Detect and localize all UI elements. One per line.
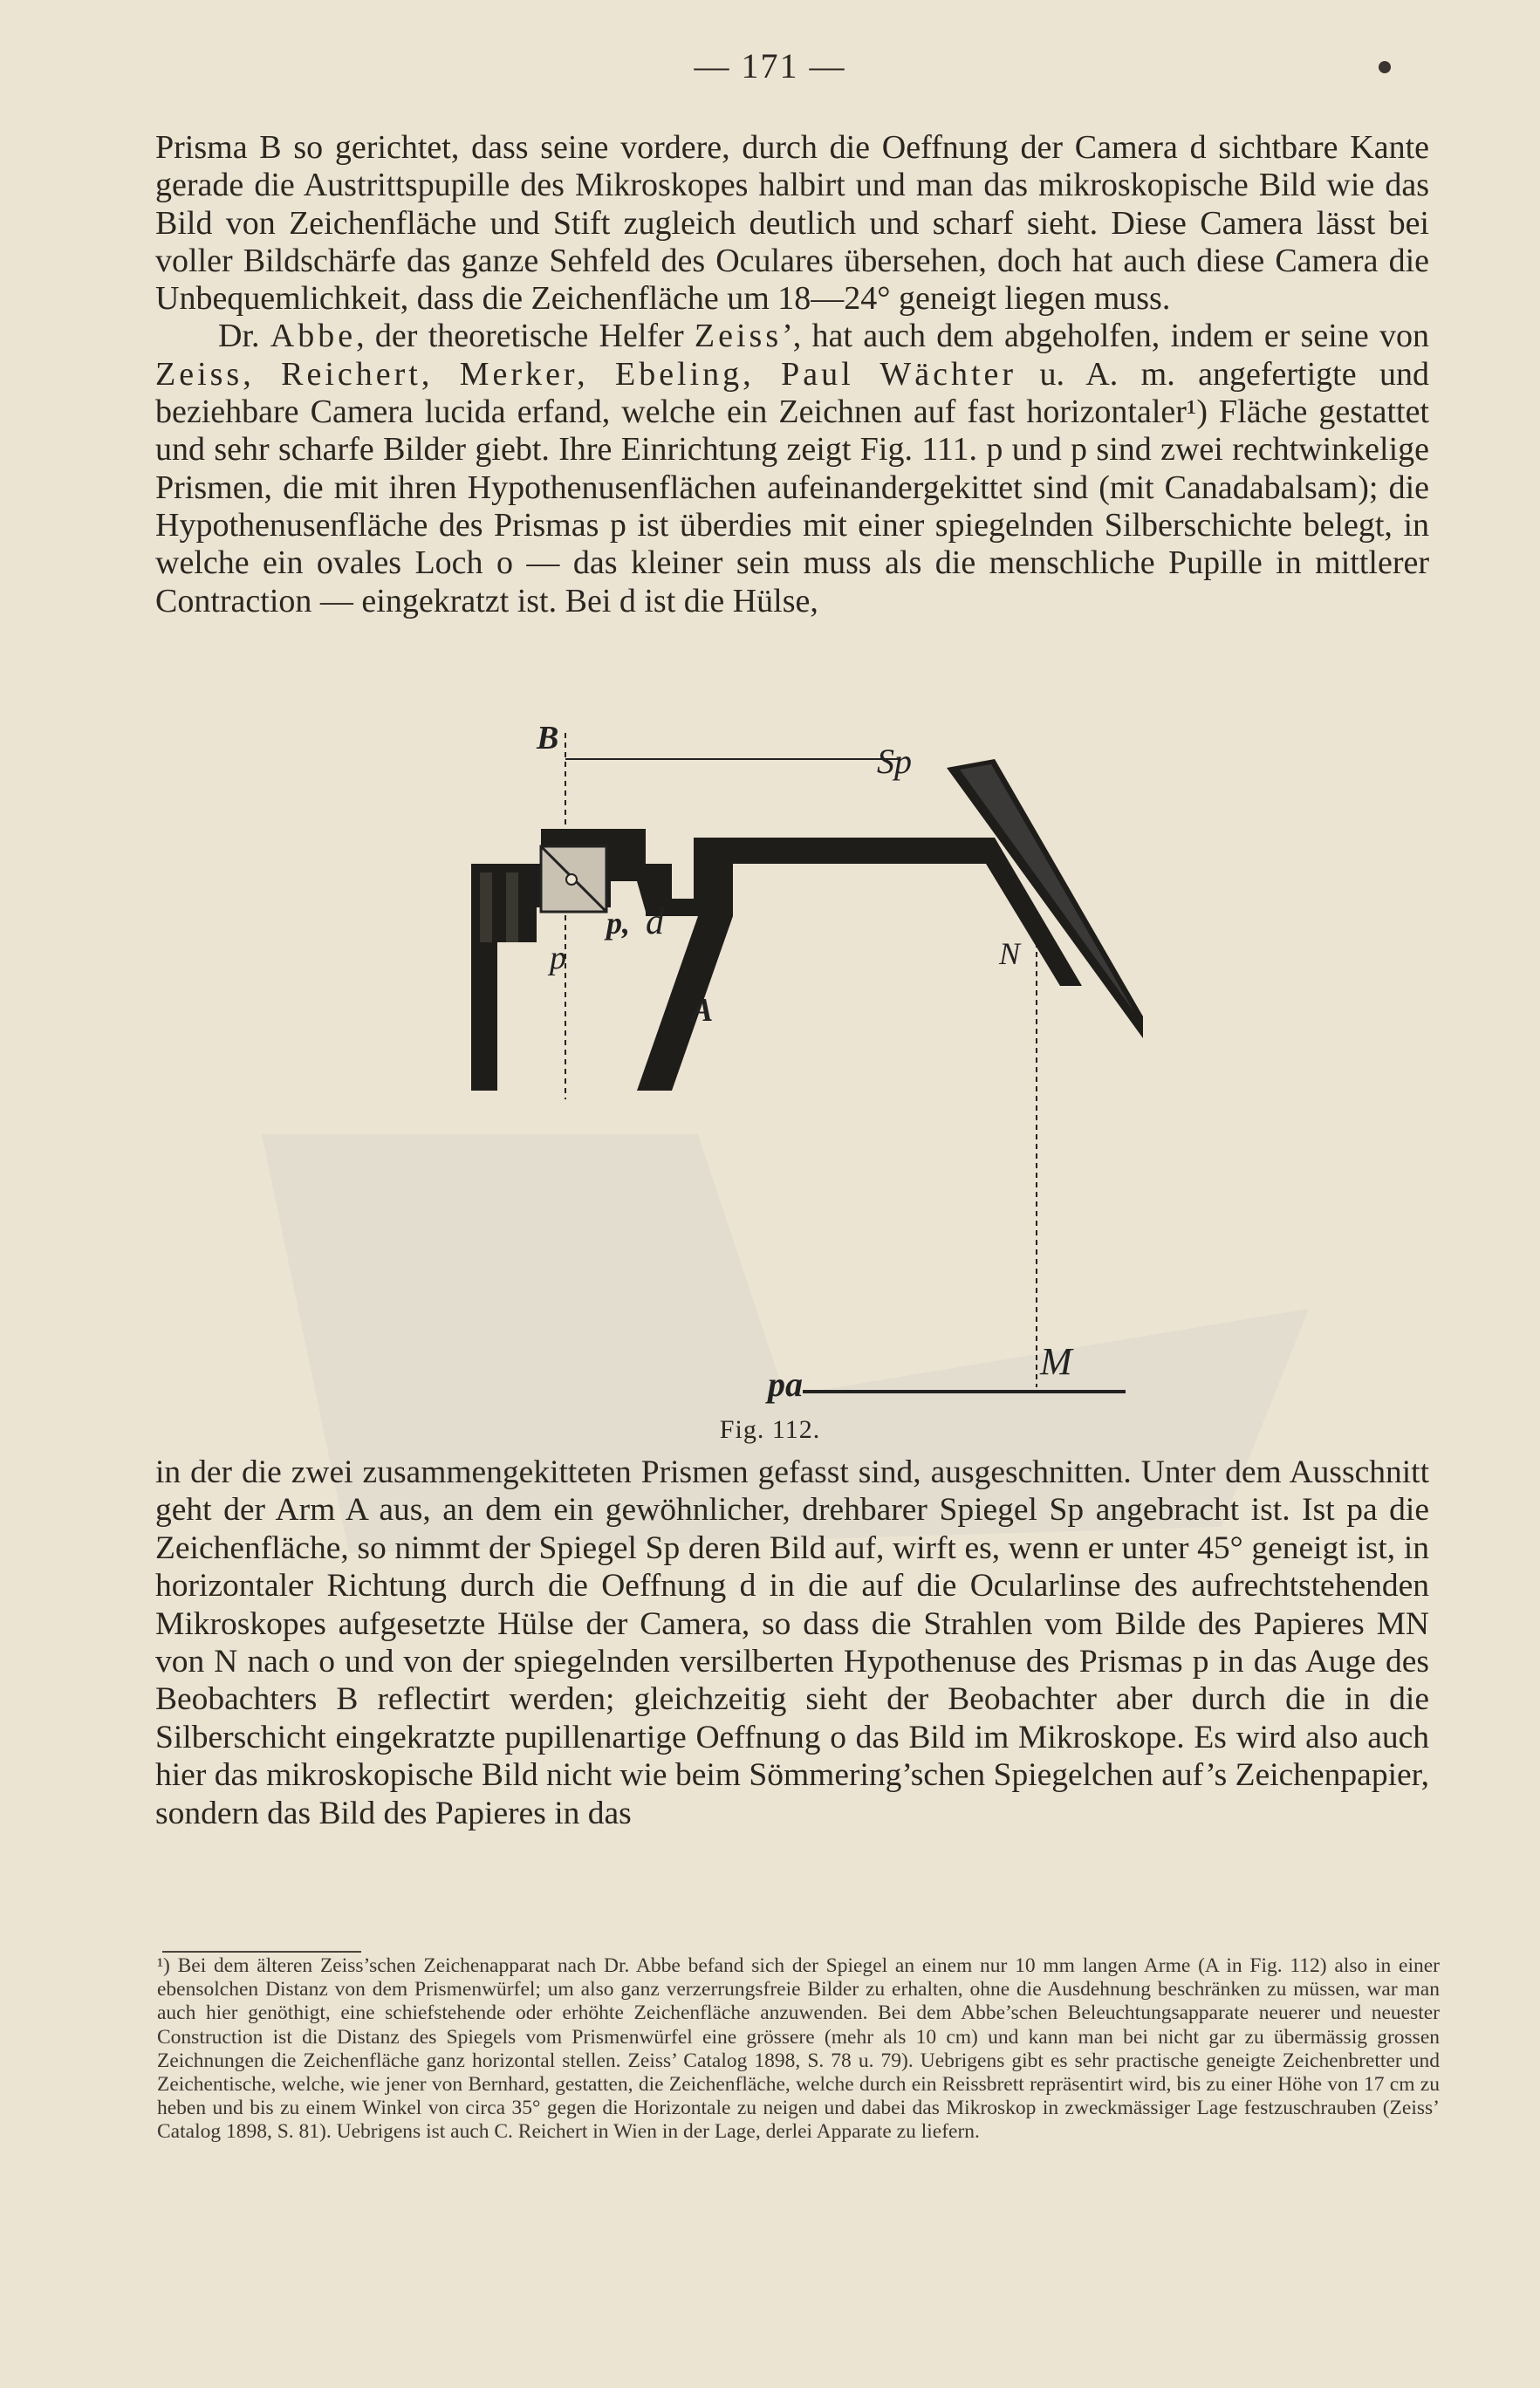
paragraph-bottom-text: in der die zwei zusammengekitteten Prismen gefasst sind, ausgeschnitten. Unter dem Ausschnitt geht der Arm A aus, an dem ein gewöhnlicher, drehbarer Spiegel Sp angebracht ist. Ist pa die Zeichenfläche, so nimmt der Spiegel Sp deren Bild auf, wirft es, wenn er unter 45° geneigt ist, in horizontaler Richtung durch die Oeffnung d in die auf die Ocularlinse des aufrechtstehenden Mikroskopes aufgesetzte Hülse der Camera, so dass die Strahlen vom Bilde des Papieres MN von N nach o und von der spiegelnden versilberten Hypothenuse des Prismas p in das Auge des Beobachters B reflectirt werden; gleichzeitig sieht der Beobachter aber durch die in die Silberschicht eingekratzte pupillenartige Oeffnung o das Bild im Mikroskope. Es wird also auch hier das mikroskopische Bild nicht wie beim Sömmering’schen Spiegelchen auf’s Zeichenpapier, sondern das Bild des Papieres in das bbox=[155, 1454, 1429, 1831]
footnotes bbox=[157, 1954, 1440, 2145]
abbe-text-2: ’, hat auch dem abgeholfen, indem er seine von bbox=[782, 318, 1430, 355]
paragraph-abbe bbox=[155, 318, 1429, 619]
label-m: M bbox=[1040, 1340, 1072, 1383]
camera-lucida-figure bbox=[384, 724, 1169, 1422]
label-n: N bbox=[999, 936, 1021, 971]
label-pa: pa bbox=[768, 1365, 803, 1404]
abbe-name: Abbe bbox=[270, 318, 357, 355]
abbe-lead: Dr. bbox=[218, 318, 270, 355]
label-a: A bbox=[691, 992, 714, 1029]
label-p: p bbox=[550, 940, 566, 976]
zeiss-name: Zeiss bbox=[694, 318, 783, 355]
page-number: — 171 — bbox=[694, 46, 846, 86]
footnote-1: ¹) Bei dem älteren Zeiss’schen Zeichenapparat nach Dr. Abbe befand sich der Spiegel an einem nur 10 mm langen Arme (A in Fig. 112) also in einer ebensolchen Distanz von dem Prismenwürfel; um also ganz verzerrungsfreie Bilder zu erhalten, ohne die Ausdehnung beschränken zu müssen, war man auch hier genöthigt, eine schiefstehende oder erhöhte Zeichenfläche anzuwenden. Bei dem Abbe’schen Beleuchtungsapparate neuerer und neuester Construction ist die Distanz des Spiegels vom Prismenwürfel eine grössere (mehr als 10 cm) und kann man bei nicht gar zu übermässig grossen Zeichnungen die Zeichenfläche ganz horizontal stellen. Zeiss’ Catalog 1898, S. 78 u. 79). Uebrigens gibt es sehr practische geneigte Zeichenbretter und Zeichentische, welche, wie jener von Bernhard, gestatten, die Zeichenfläche, welche durch ein Reissbrett repräsentirt wird, bis zu einer Höhe von 17 cm zu heben und bis zu einem Winkel von circa 35° gegen die Horizontale zu neigen und dabei das Mikroskop in zweckmässiger Lage festzuschrauben (Zeiss’ Catalog 1898, S. 81). Uebrigens ist auch C. Reichert in Wien in der Lage, derlei Apparate zu liefern. bbox=[157, 1954, 1440, 2144]
maker-names: Zeiss, Reichert, Merker, Ebeling, Paul Wächter bbox=[155, 355, 1017, 393]
paragraph-bottom bbox=[155, 1454, 1429, 1832]
prism-hole-o bbox=[566, 874, 577, 885]
camera-inner-right bbox=[506, 872, 518, 942]
paragraph-top bbox=[155, 129, 1429, 620]
footnote-divider bbox=[162, 1951, 361, 1953]
mirror-sp bbox=[947, 759, 1143, 1038]
paragraph-top-text: Prisma B so gerichtet, dass seine vordere, durch die Oeffnung der Camera d sichtbare Kante gerade die Austrittspupille des Mikroskopes halbirt und man das mikroskopische Bild wie das Bild von Zeichenfläche und Stift zugleich deutlich und scharf sieht. Diese Camera lässt bei voller Bildschärfe das ganze Sehfeld des Oculares übersehen, doch hat auch diese Camera die Unbequemlichkeit, dass die Zeichenfläche um 18—24° geneigt liegen muss. bbox=[155, 129, 1429, 318]
ink-spot bbox=[1379, 61, 1391, 73]
abbe-text-1: , der theoretische Helfer bbox=[356, 318, 695, 355]
label-d: d bbox=[646, 902, 664, 942]
figure-caption: Fig. 112. bbox=[719, 1415, 821, 1444]
label-b: B bbox=[537, 724, 559, 756]
label-p1: p, bbox=[606, 906, 630, 941]
abbe-text-3: u. A. m. angefertigte und beziehbare Camera lucida erfand, welche ein Zeichnen auf fast horizontaler¹) Fläche gestattet und sehr scharfe Bilder giebt. Ihre Einrichtung zeigt Fig. 111. p und p sind zwei rechtwinkelige Prismen, die mit ihren Hypothenusenflächen aufeinandergekittet sind (mit Canadabalsam); die Hypothenusenfläche des Prismas p ist überdies mit einer spiegelnden Silberschichte belegt, in welche ein ovales Loch o — das kleiner sein muss als die menschliche Pupille in mittlerer Contraction — eingekratzt ist. Bei d ist die Hülse, bbox=[155, 355, 1429, 619]
camera-inner-left bbox=[480, 872, 492, 942]
label-sp: Sp bbox=[877, 742, 912, 781]
